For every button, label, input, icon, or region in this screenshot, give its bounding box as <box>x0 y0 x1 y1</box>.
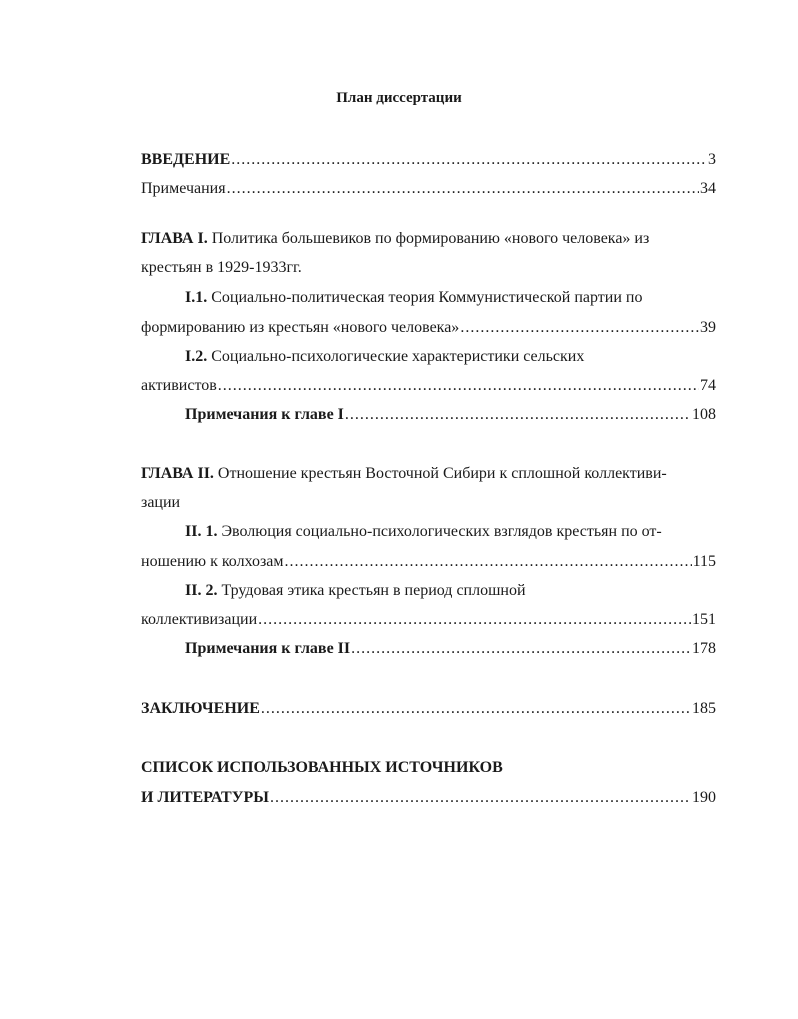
chapter1-title-line2: крестьян в 1929-1933гг. <box>141 259 302 276</box>
chapter2-s2-page: 151 <box>692 611 716 628</box>
toc-entry-sources <box>141 788 716 808</box>
dot-leader <box>218 376 699 396</box>
chapter2-prefix: ГЛАВА II. <box>141 465 214 482</box>
chapter2-s2-prefix: II. 2. <box>185 582 218 599</box>
toc-entry-chapter1-notes <box>141 405 716 425</box>
toc-entry-chapter1-s1 <box>141 318 716 338</box>
page-title: План диссертации <box>336 90 462 106</box>
chapter1-s1-line2: формированию из крестьян «нового человека» <box>141 319 460 336</box>
chapter1-s2-page: 74 <box>700 377 716 394</box>
sources-line2: И ЛИТЕРАТУРЫ <box>141 789 269 806</box>
toc-entry-chapter2-s2 <box>141 610 716 630</box>
conclusion-label: ЗАКЛЮЧЕНИЕ <box>141 700 260 717</box>
chapter2-notes-label: Примечания к главе II <box>185 640 351 657</box>
chapter2-s1-page: 115 <box>692 553 716 570</box>
toc-entry-intro-notes <box>141 179 716 199</box>
dot-leader <box>261 699 691 719</box>
dot-leader <box>351 639 691 659</box>
conclusion-page: 185 <box>692 700 716 717</box>
intro-notes-page: 34 <box>700 180 716 197</box>
toc-entry-chapter2-s1 <box>141 552 716 572</box>
sources-title <box>141 758 716 778</box>
chapter1-section2 <box>141 347 716 367</box>
chapter1-s1-line1: Социально-политическая теория Коммунистической партии по <box>211 289 643 306</box>
chapter2-title <box>141 464 716 484</box>
dot-leader <box>227 179 699 199</box>
sources-line1: СПИСОК ИСПОЛЬЗОВАННЫХ ИСТОЧНИКОВ <box>141 759 503 776</box>
chapter2-notes-page: 178 <box>692 640 716 657</box>
chapter1-notes-label: Примечания к главе I <box>185 406 344 423</box>
intro-page: 3 <box>708 151 716 168</box>
dot-leader <box>460 318 699 338</box>
chapter1-s1-prefix: I.1. <box>185 289 208 306</box>
toc-entry-chapter1-s2 <box>141 376 716 396</box>
chapter2-title-line1: Отношение крестьян Восточной Сибири к сплошной коллективи- <box>217 465 667 482</box>
sources-page: 190 <box>692 789 716 806</box>
chapter1-title-cont <box>141 258 716 278</box>
chapter2-s2-line1: Трудовая этика крестьян в период сплошной <box>221 582 526 599</box>
chapter1-title-line1: Политика большевиков по формированию «нового человека» из <box>211 230 650 247</box>
intro-notes-label: Примечания <box>141 180 226 197</box>
chapter2-section1 <box>141 522 716 542</box>
toc-entry-intro <box>141 150 716 170</box>
chapter2-s1-prefix: II. 1. <box>185 523 218 540</box>
chapter1-s2-prefix: I.2. <box>185 348 208 365</box>
chapter1-s2-line1: Социально-психологические характеристики сельских <box>211 348 585 365</box>
toc-entry-chapter2-notes <box>141 639 716 659</box>
dot-leader <box>285 552 692 572</box>
chapter2-s1-line2: ношению к колхозам <box>141 553 284 570</box>
dot-leader <box>345 405 691 425</box>
chapter1-title <box>141 229 716 249</box>
chapter1-s1-page: 39 <box>700 319 716 336</box>
chapter2-section2 <box>141 581 716 601</box>
dot-leader <box>231 150 707 170</box>
chapter2-s2-line2: коллективизации <box>141 611 258 628</box>
chapter1-prefix: ГЛАВА I. <box>141 230 208 247</box>
dot-leader <box>258 610 691 630</box>
chapter2-s1-line1: Эволюция социально-психологических взглядов крестьян по от- <box>221 523 662 540</box>
chapter1-s2-line2: активистов <box>141 377 217 394</box>
intro-label: ВВЕДЕНИЕ <box>141 151 231 168</box>
chapter2-title-cont <box>141 493 716 513</box>
chapter1-section1 <box>141 288 716 308</box>
chapter1-notes-page: 108 <box>692 406 716 423</box>
toc-entry-conclusion <box>141 699 716 719</box>
dot-leader <box>270 788 691 808</box>
chapter2-title-line2: зации <box>141 494 181 511</box>
